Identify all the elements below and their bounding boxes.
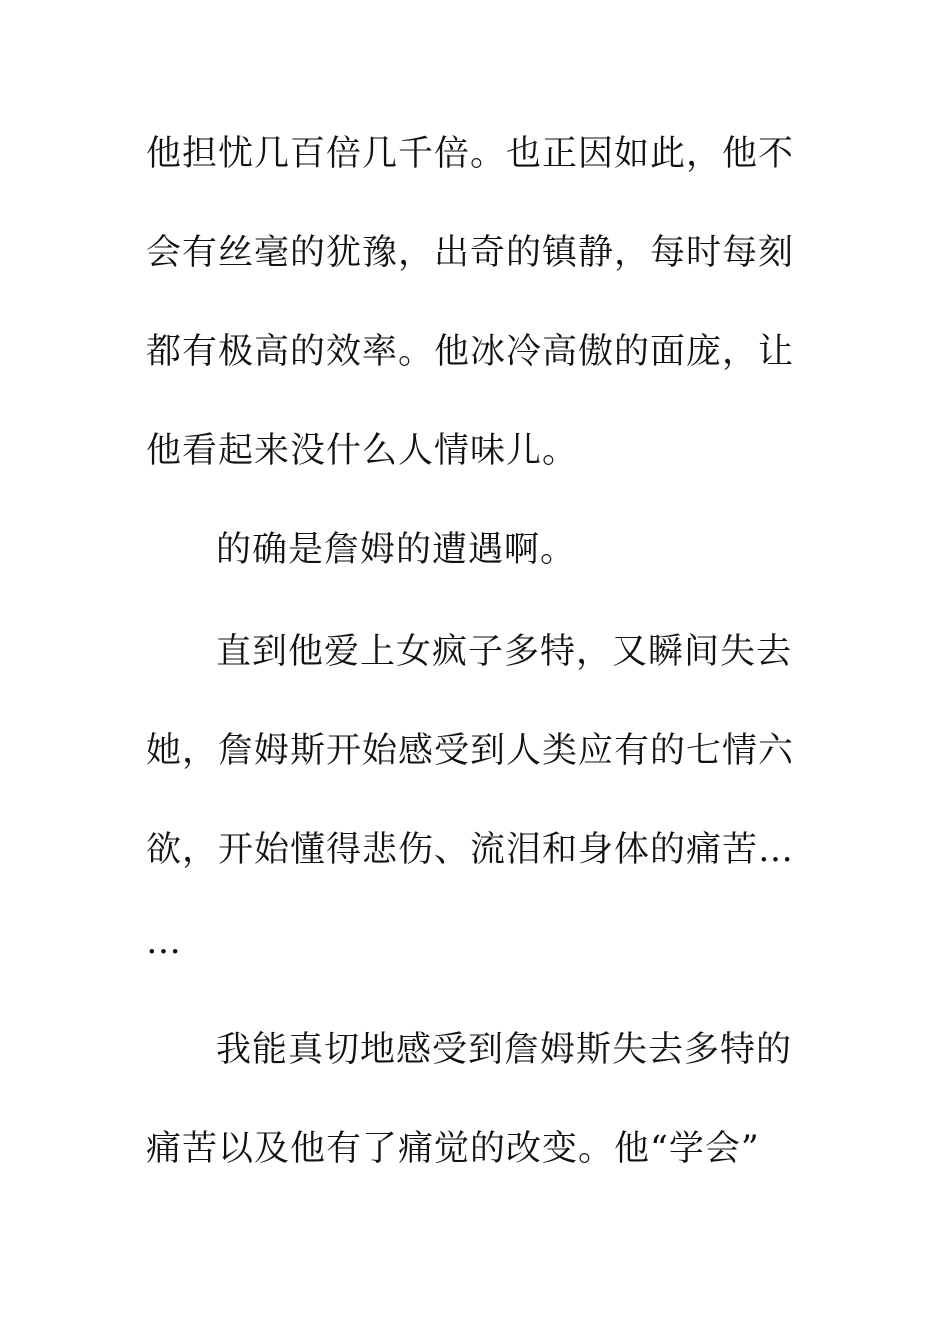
text-line: 会有丝毫的犹豫，出奇的镇静，每时每刻 xyxy=(146,233,795,273)
text-line: 他看起来没什么人情味儿。 xyxy=(146,431,579,471)
paragraph-start-line: 的确是詹姆的遭遇啊。 xyxy=(216,530,577,570)
text-line: 痛苦以及他有了痛觉的改变。他“学会” xyxy=(146,1129,760,1169)
text-line: … xyxy=(146,922,182,962)
paragraph-start-line: 我能真切地感受到詹姆斯失去多特的 xyxy=(216,1030,793,1070)
paragraph-start-line: 直到他爱上女疯子多特，又瞬间失去 xyxy=(216,632,793,672)
text-line: 他担忧几百倍几千倍。也正因如此，他不 xyxy=(146,134,795,174)
text-line: 她，詹姆斯开始感受到人类应有的七情六 xyxy=(146,731,795,771)
text-line: 欲，开始懂得悲伤、流泪和身体的痛苦… xyxy=(146,830,795,870)
text-line: 都有极高的效率。他冰冷高傲的面庞，让 xyxy=(146,332,795,372)
